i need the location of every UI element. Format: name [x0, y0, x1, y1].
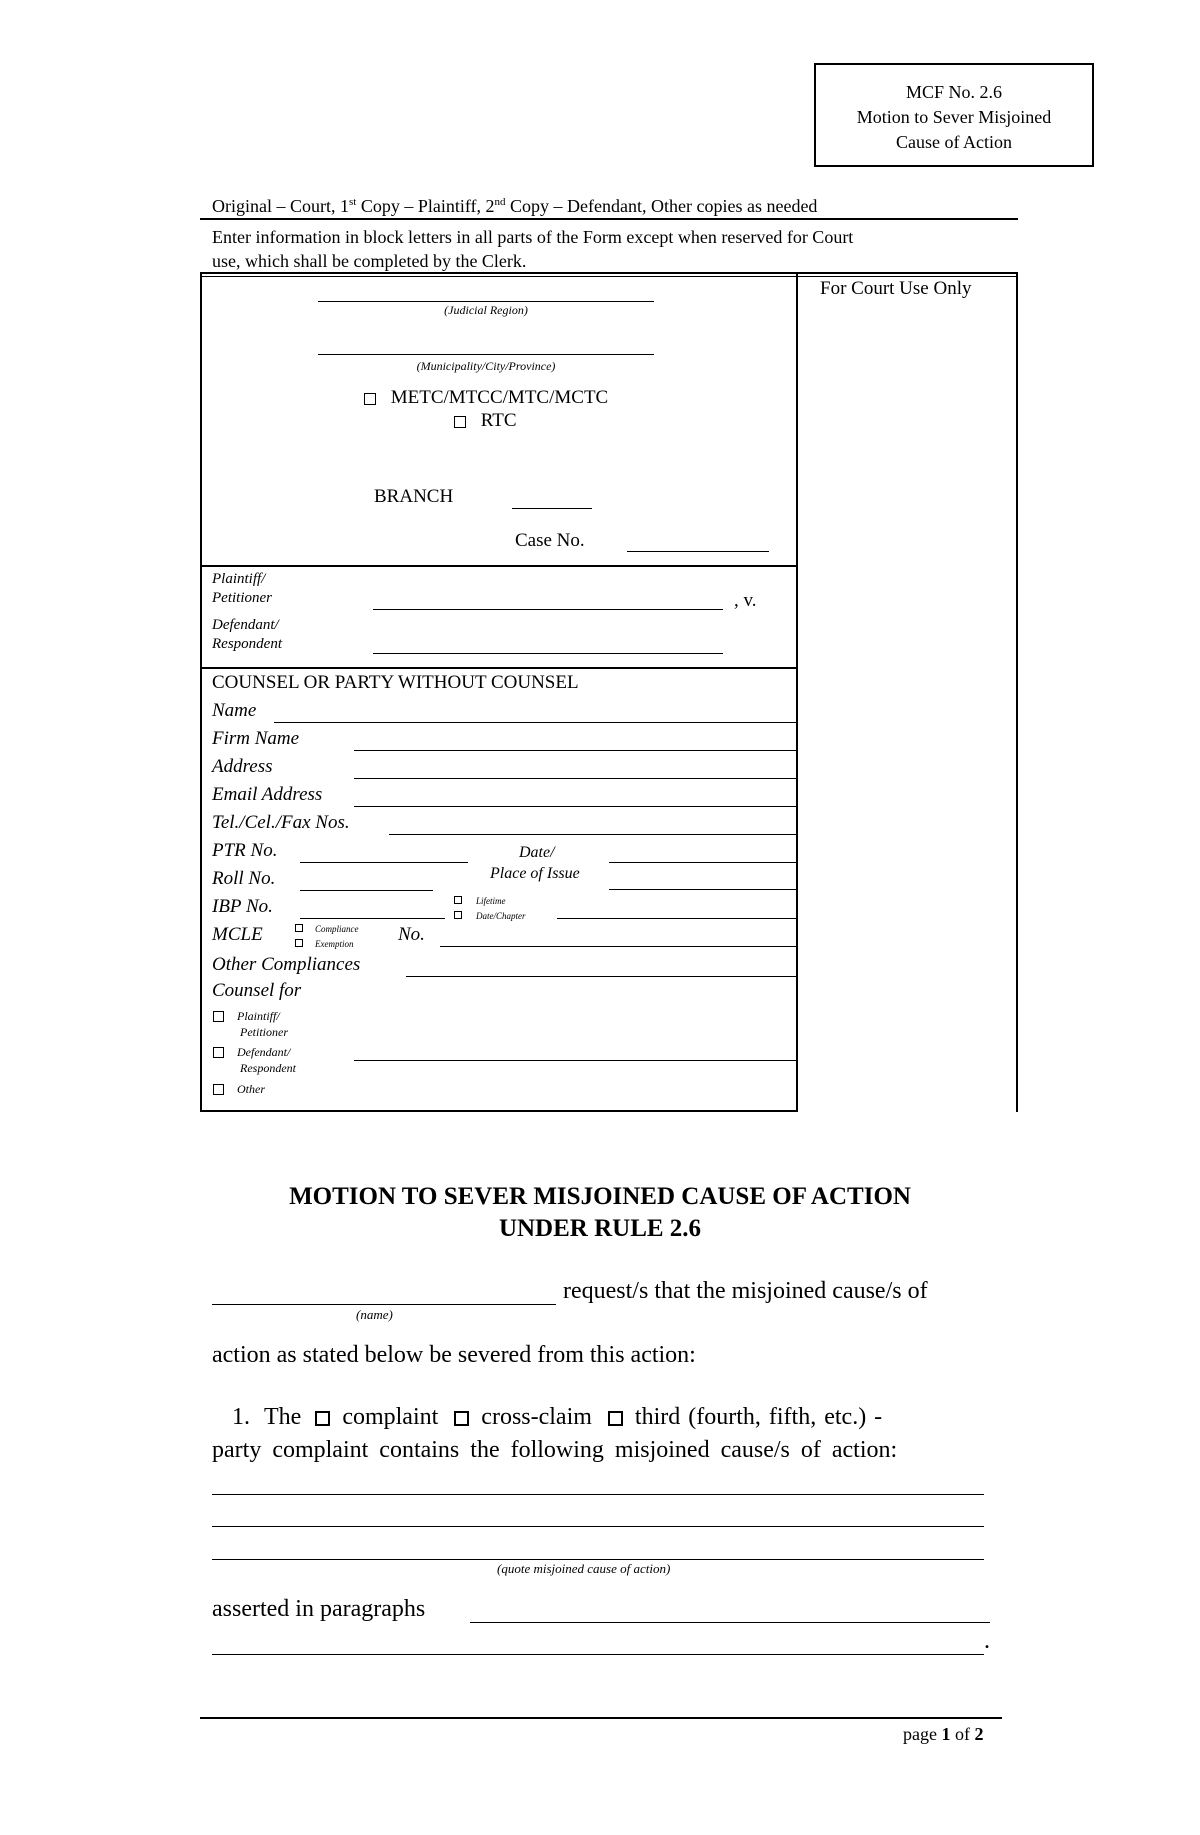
- motion-title: MOTION TO SEVER MISJOINED CAUSE OF ACTION: [289, 1183, 911, 1210]
- other-compliances-label: Other Compliances: [212, 954, 361, 975]
- firm-name-field[interactable]: [354, 750, 798, 751]
- table-bottom-border: [200, 1110, 798, 1112]
- place-issue-field[interactable]: [609, 889, 798, 890]
- table-right-border: [1016, 272, 1018, 1112]
- other-compliances-field[interactable]: [406, 976, 798, 977]
- versus-text: , v.: [734, 590, 757, 611]
- ptr-field[interactable]: [300, 862, 468, 863]
- counsel-for-field[interactable]: [354, 1060, 798, 1061]
- tel-field[interactable]: [389, 834, 798, 835]
- municipality-line[interactable]: [318, 354, 654, 355]
- name-caption: (name): [356, 1307, 393, 1322]
- name-field[interactable]: [274, 722, 798, 723]
- date-field[interactable]: [609, 862, 798, 863]
- form-number-box: [814, 63, 1094, 167]
- email-label: Email Address: [212, 784, 323, 805]
- table-top-border: [200, 272, 1018, 274]
- cause-line-1[interactable]: [212, 1494, 984, 1495]
- request-text: request/s that the misjoined cause/s of: [563, 1278, 928, 1304]
- roll-label: Roll No.: [212, 868, 276, 889]
- rtc-checkbox[interactable]: [454, 416, 466, 428]
- name-label: Name: [212, 700, 257, 721]
- quote-caption: (quote misjoined cause of action): [497, 1561, 671, 1576]
- paragraphs-field[interactable]: [470, 1622, 990, 1623]
- municipality-caption: (Municipality/City/Province): [416, 359, 556, 373]
- ibp-field[interactable]: [300, 918, 445, 919]
- compliance-option[interactable]: Compliance: [295, 923, 359, 934]
- defendant-label: Defendant/ Respondent: [212, 617, 282, 652]
- lifetime-checkbox[interactable]: [454, 896, 462, 904]
- court-option-metc[interactable]: METC/MTCC/MTC/MCTC: [364, 387, 608, 409]
- cause-line-3[interactable]: [212, 1559, 984, 1560]
- table-left-border: [200, 272, 202, 1112]
- exemption-option[interactable]: Exemption: [295, 938, 354, 949]
- court-use-label: For Court Use Only: [820, 278, 972, 299]
- address-field[interactable]: [354, 778, 798, 779]
- table-mid-border: [796, 272, 798, 1112]
- mcle-no-field[interactable]: [440, 946, 798, 947]
- distribution-note: Original – Court, 1st Copy – Plaintiff, 2nd Copy – Defendant, Other copies as needed: [212, 196, 818, 216]
- mcle-label: MCLE: [212, 924, 263, 945]
- judicial-region-line[interactable]: [318, 301, 654, 302]
- compliance-checkbox[interactable]: [295, 924, 303, 932]
- asserted-label: asserted in paragraphs: [212, 1596, 426, 1622]
- form-title-line1: Motion to Sever Misjoined: [856, 107, 1052, 127]
- firm-name-label: Firm Name: [212, 728, 300, 749]
- form-title-line2: Cause of Action: [896, 132, 1012, 152]
- mcle-no-label: No.: [398, 924, 425, 945]
- movant-name-field[interactable]: [212, 1304, 556, 1305]
- counsel-for-other[interactable]: Other: [213, 1080, 265, 1098]
- defendant-line[interactable]: [373, 653, 723, 654]
- date-chapter-option[interactable]: Date/Chapter: [454, 910, 526, 921]
- case-no-line[interactable]: [627, 551, 769, 552]
- petitioner-text: Petitioner: [240, 1025, 288, 1039]
- tel-label: Tel./Cel./Fax Nos.: [212, 812, 350, 833]
- page-number: page 1 of 2: [903, 1724, 984, 1744]
- plaintiff-line[interactable]: [373, 609, 723, 610]
- case-no-label: Case No.: [515, 530, 585, 551]
- plaintiff-label: Plaintiff/ Petitioner: [212, 571, 272, 606]
- complaint-checkbox[interactable]: [315, 1411, 330, 1426]
- period: .: [984, 1628, 990, 1654]
- branch-label: BRANCH: [374, 486, 454, 507]
- caption-divider: [200, 565, 798, 567]
- plaintiff-checkbox[interactable]: [213, 1011, 224, 1022]
- date-chapter-checkbox[interactable]: [454, 911, 462, 919]
- ibp-label: IBP No.: [212, 896, 273, 917]
- ibp-detail-field[interactable]: [557, 918, 798, 919]
- roll-field[interactable]: [300, 890, 433, 891]
- counsel-heading: COUNSEL OR PARTY WITHOUT COUNSEL: [212, 672, 579, 693]
- defendant-checkbox[interactable]: [213, 1047, 224, 1058]
- table-top-border-inner: [200, 276, 1018, 277]
- action-text: action as stated below be severed from this action:: [212, 1342, 696, 1368]
- exemption-checkbox[interactable]: [295, 939, 303, 947]
- date-label: Date/: [519, 844, 555, 861]
- counsel-for-label: Counsel for: [212, 980, 302, 1001]
- address-label: Address: [212, 756, 273, 777]
- branch-line[interactable]: [512, 508, 592, 509]
- paragraphs-field-2[interactable]: [212, 1654, 984, 1655]
- item1-line1: 1. The complaint cross-claim third (fourth, fifth, etc.) -: [232, 1404, 883, 1430]
- cross-claim-checkbox[interactable]: [454, 1411, 469, 1426]
- instruction-text: Enter information in block letters in all parts of the Form except when reserved for Court use, which shall be completed by the Clerk.: [212, 227, 854, 271]
- counsel-for-defendant[interactable]: Defendant/: [213, 1043, 290, 1061]
- place-issue-label: Place of Issue: [490, 865, 580, 882]
- ptr-label: PTR No.: [212, 840, 278, 861]
- third-party-checkbox[interactable]: [608, 1411, 623, 1426]
- footer-divider: [200, 1717, 1002, 1719]
- email-field[interactable]: [354, 806, 798, 807]
- form-number: MCF No. 2.6: [905, 82, 1003, 102]
- judicial-region-caption: (Judicial Region): [444, 303, 528, 317]
- other-checkbox[interactable]: [213, 1084, 224, 1095]
- metc-checkbox[interactable]: [364, 393, 376, 405]
- counsel-for-plaintiff[interactable]: Plaintiff/: [213, 1007, 280, 1025]
- court-option-rtc[interactable]: RTC: [454, 410, 517, 432]
- item1-line2: party complaint contains the following misjoined cause/s of action:: [212, 1437, 898, 1463]
- divider: [200, 218, 1018, 220]
- cause-line-2[interactable]: [212, 1526, 984, 1527]
- motion-subtitle: UNDER RULE 2.6: [498, 1215, 702, 1242]
- respondent-text: Respondent: [240, 1061, 296, 1075]
- lifetime-option[interactable]: Lifetime: [454, 895, 506, 906]
- parties-divider: [200, 667, 798, 669]
